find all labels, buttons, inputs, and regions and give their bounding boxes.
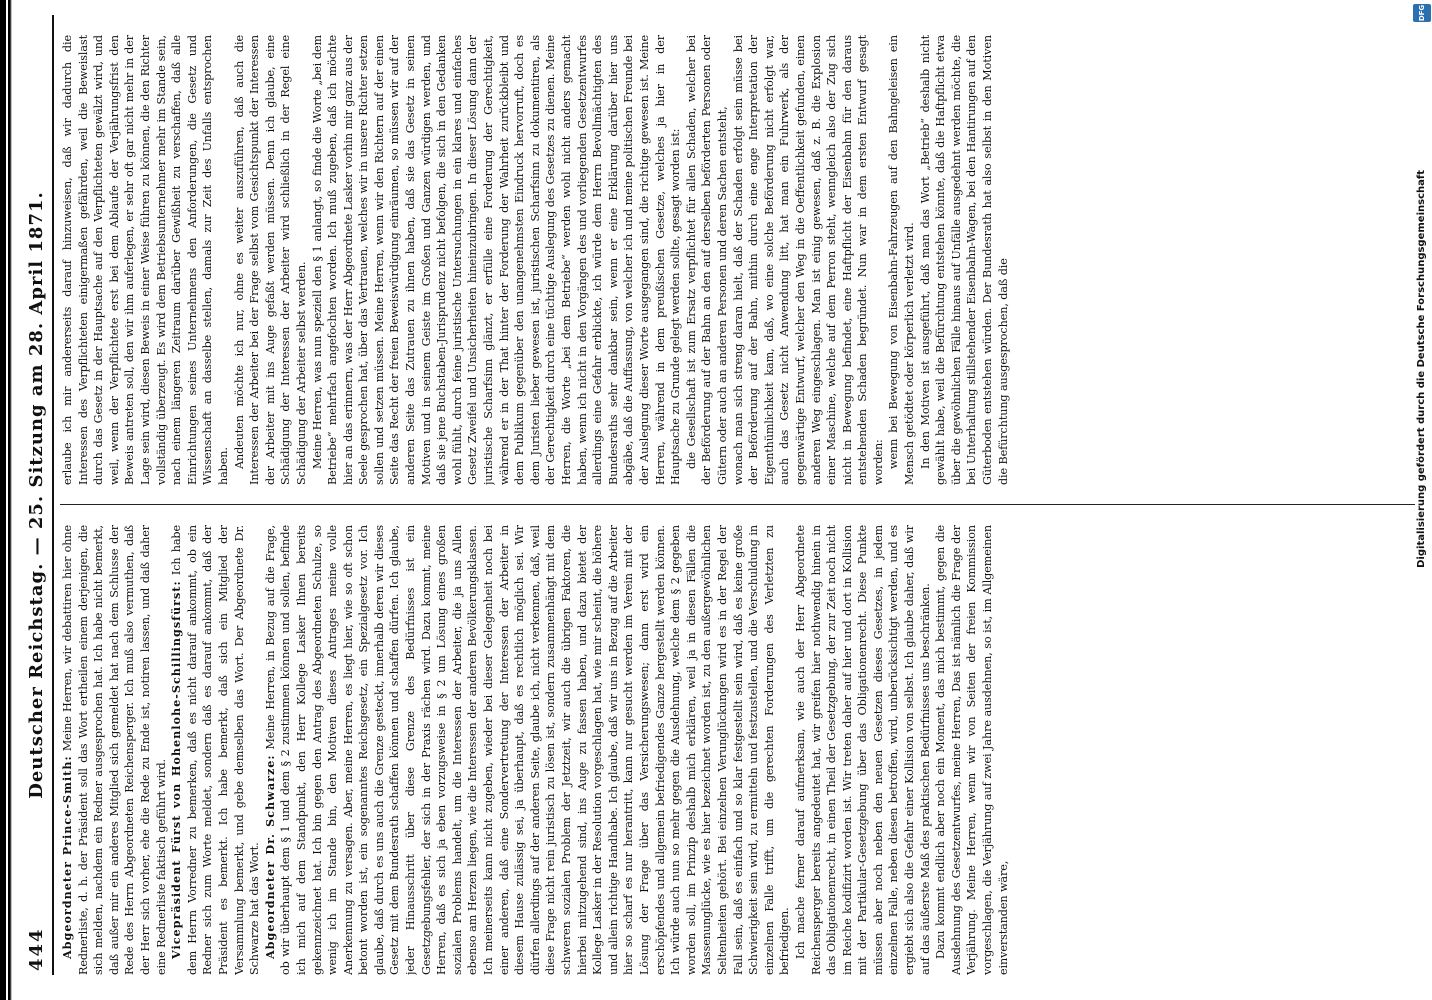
digitization-credit bbox=[1408, 0, 1432, 1000]
paragraph: Dazu kommt endlich aber noch ein Moment, das mich bestimmt, gegen die Ausdehnung des Gesetzentwurfes, meine Herren, Das ist nämlich die Frage der Verjährung. Meine Herren, wenn wir von Seiten der freien Kommission vorgeschlagen, die Verjährung auf zwei Jahre ausdehnen, so ist, im Allgemeinen einverstanden wäre, bbox=[934, 525, 1010, 975]
credit-text: Digitalisierung gefördert durch die Deutsche Forschungsgemeinschaft bbox=[1416, 170, 1427, 568]
paragraph-text: Meine Herren, wir debattiren hier ohne Rednerliste, d. h. der Präsident soll das Wort ertheilen einem derjenigen, die sich melden, nachdem ein Redner ausgesprochen hat. Ich habe nicht bemerkt, daß außer mir ein anderes Mitglied sich gemeldet hat nach dem Schlusse der Rede des Herrn Abgeordneten Reichensperger. Ich muß also vermuthen, daß der Herr sich vorher, ehe die Rede zu Ende ist, notiren lassen, und daß daher eine Rednerliste faktisch geführt wird. bbox=[61, 525, 168, 975]
paragraph-text: Ich habe dem Herrn Vorredner zu bemerken, daß es nicht darauf ankommt, ob ein Redner sich zum Worte meldet, sondern daß es darauf ankommt, daß der Präsident es bemerkt. Ich habe bemerkt, daß sich ein Mitglied der Versammlung bemerkt, und gebe demselben das Wort. Der Abgeordnete Dr. Schwarze hat das Wort. bbox=[170, 525, 262, 975]
paragraph: In den Motiven ist ausgeführt, daß man das Wort „Betrieb“ deshalb nicht gewählt habe, weil die Befürchtung entstehen könnte, daß die Haftpflicht etwa über die gewöhnlichen Fälle hinaus auf Unfälle ausgedehnt werden möchte, die bei Unterhaltung stillstehender Eisenbahn-Wagen, bei den Hantirungen auf den Güterboden entstehen würden. Der Bundesrath hat also selbst in den Motiven die Befürchtung ausgesprochen, daß die bbox=[918, 35, 1010, 485]
paragraph: wonach man sich streng daran hielt, daß der Schaden erfolgt sein müsse bei der Beförderung auf der Bahn, mithin durch eine enge Interpretation der Eigenthümlichkeit kam, daß, wo eine solche Beförderung nicht erfolgt war, auch das Gesetz nicht Anwendung litt, hat man ein Fuhrwerk, als der gegenwärtige Entwurf, welcher den Weg in die Oeffentlichkeit gefunden, einen anderen Weg eingeschlagen. Man ist einig gewesen, daß z. B. die Explosion einer Maschine, welche auf dem Perron steht, wenngleich also der Zug sich nicht in Bewegung befindet, eine Haftpflicht der Eisenbahn für den daraus entstehenden Schaden begründet. Nun war in dem ersten Entwurf gesagt worden: bbox=[731, 35, 885, 485]
dfg-logo-icon: DFG bbox=[1413, 4, 1431, 22]
rotated-page bbox=[20, 15, 1415, 975]
speaker-name: Abgeordneter Prince-Smith: bbox=[60, 755, 74, 959]
header-rule bbox=[52, 15, 54, 975]
paragraph bbox=[169, 525, 263, 975]
block-quote: wenn bei Bewegung von Eisenbahn-Fahrzeugen auf den Bahngeleisen ein Mensch getödtet oder körperlich verletzt wird. bbox=[887, 35, 917, 485]
column-divider bbox=[60, 504, 1415, 505]
page-number: 444 bbox=[26, 927, 47, 971]
speaker-name: Abgeordneter Dr. Schwarze: bbox=[262, 754, 277, 959]
paragraph: Ich mache ferner darauf aufmerksam, wie auch der Herr Abgeordnete Reichensperger bereits angedeutet hat, wir greifen hier nothwendig hinein in das Obligationenrecht, in einen Theil der Gesetzgebung, der zur Zeit noch nicht im Reiche kodifizirt worden ist. Wir treten daher auf hier und dort in Kollision mit der Partikular-Gesetzgebung über das Obligationenrecht. Diese Punkte müssen aber noch neben den neuen Gesetzen dieses Gesetzes, in jedem einzelnen Falle, neben diesen betroffen, wird, unberücksichtigt werden, und es ergiebt sich also die Gefahr einer Kollision von selbst. Ich glaube daher, daß wir auf das äußerste Maß des praktischen Bedürfnisses uns beschränken. bbox=[793, 525, 932, 975]
binding-edge bbox=[0, 0, 16, 1000]
running-title: Deutscher Reichstag. — 25. Sitzung am 28. April 1871. bbox=[26, 191, 47, 799]
right-column bbox=[60, 35, 1415, 485]
speaker-name: Vicepräsident Fürst von Hohenlohe-Schillingsfürst: bbox=[169, 580, 184, 959]
left-column bbox=[60, 525, 1415, 975]
paragraph: Andeuten möchte ich nur, ohne es weiter auszuführen, daß auch die Interessen der Arbeiter bei der Frage selbst vom Gesichtspunkt der Interessen der Arbeiter mit ins Auge gefaßt werden müssen. Denn ich glaube, eine Schädigung der Interessen der Arbeiter wird schließlich in der Regel eine Schädigung der Arbeiter selbst werden. bbox=[232, 35, 308, 485]
paragraph: erlaube ich mir andererseits darauf hinzuweisen, daß wir dadurch die Interessen des Verpflichteten einigermaßen gefährden, weil die Beweislast durch das Gesetz in der Hauptsache auf den Verpflichteten gewälzt wird, und weil, wenn der Verpflichtete erst bei dem Ablaufe der Verjährungsfrist den Beweis antreten soll, den wir ihm auferlegen, er sehr oft gar nicht mehr in der Lage sein wird, diesen Beweis in einer Weise führen zu können, die den Richter vollständig überzeugt. Es wird dem Betriebsunternehmer mehr im Stande sein, nach einem längeren Zeitraum darüber Gewißheit zu verschaffen, daß alle Einrichtungen seines Unternehmens den Anforderungen, die Gesetz und Wissenschaft an dasselbe stellen, damals zur Zeit des Unfalls entsprochen haben. bbox=[61, 35, 230, 485]
paragraph-text: Meine Herren, in Bezug auf die Frage, ob wir überhaupt dem § 1 und dem § 2 zustimmen können und sollen, befinde ich mich auf dem Standpunkt, den Herr Kollege Lasker Ihnen bereits gekennzeichnet hat. Ich bin gegen den Antrag des Abgeordneten Schulze, so wenig ich im Stande bin, den Motiven dieses Antrages meine volle Anerkennung zu versagen. Aber, meine Herren, es liegt hier, wie so oft schon betont worden ist, ein sogenanntes Reichsgesetz, ein Spezialgesetz vor. Ich glaube, daß durch es uns auch die Grenze gesteckt, innerhalb deren wir dieses Gesetz mit dem Bundesrath schaffen können und schaffen dürfen. Ich glaube, jeder Hinausschritt über diese Grenze des Bedürfnisses ist ein Gesetzgebungsfehler, der sich in der Praxis rächen wird. Dazu kommt, meine Herren, daß es sich ja eben vorzugsweise in § 2 um Lösung eines großen sozialen Problems handelt, um die Interessen der Arbeiter, die ja uns Allen ebenso am Herzen liegen, wie die Interessen der anderen Bevölkerungsklassen. Ich meinerseits kann nicht zugeben, wieder bei dieser Gelegenheit noch bei einer anderen, daß eine Sondervertretung der Interessen der Arbeiter in diesem Hause zulässig sei, ja überhaupt, daß es rechtlich möglich sei. Wir dürfen allerdings auf der anderen Seite, glaube ich, nicht verkennen, daß, weil diese Frage nicht rein juristisch zu lösen ist, sondern zusammenhängt mit dem schweren sozialen Problem der Jetztzeit, wir auch die übrigen Faktoren, die hierbei mitzugehend sind, ins Auge zu fassen haben, und dazu bietet der Kollege Lasker in der Resolution vorgeschlagen hat, wie mir scheint, die höhere und allein richtige Handhabe. Ich glaube, daß wir uns in Bezug auf die Arbeiter hier so scharf es nur herantritt, kann nur gesucht werden im Verein mit der Lösung der Frage über das Versicherungswesen; dann erst wird ein erschöpfendes und allgemein befriedigendes Ganze hergestellt werden können. Ich würde auch nun so mehr gegen die Ausdehnung, welche dem § 2 gegeben worden soll, im Prinzip deshalb mich erklären, weil ja in diesen Fällen die Massenunglücke, wie es hier bezeichnet worden ist, zu den außergewöhnlichen Seltenheiten gehört. Bei einzelnen Verunglückungen wird es in der Regel der Fall sein, daß es einfach und so klar festgestellt sein wird, daß es keine große Schwierigkeit sein wird, zu ermitteln und festzustellen, und die Verschuldung in einzelnen Falle trifft, um die gerechten Forderungen des Verletzten zu befriedigen. bbox=[263, 525, 792, 975]
paragraph bbox=[263, 525, 793, 975]
paragraph: Meine Herren, was nun speziell den § 1 anlangt, so finde die Worte „bei dem Betriebe“ mehrfach angefochten worden. Ich muß zugeben, daß ich möchte hier an das erinnern, was der Herr Abgeordnete Lasker vorhin mir ganz aus der Seele gesprochen hat, über das Vertrauen, welches wir in unsere Richter setzen sollen und setzen müssen. Meine Herren, wenn wir den Richtern auf der einen Seite das Recht der freien Beweiswürdigung einräumen, so müssen wir auf der anderen Seite das Zutrauen zu ihnen haben, daß sie das Gesetz in seinen Motiven und in seinem Geiste im Großen und Ganzen würdigen werden, und daß sie jene Buchstaben-Jurisprudenz nicht befolgen, die sich in den Gedanken wohl fühlt, durch feine juristische Untersuchungen in ein klares und einfaches Gesetz Zweifel und Unsicherheiten hineinzubringen. In dieser Lösung dann der juristische Scharfsinn glänzt, er erfülle eine Forderung der Gerechtigkeit, während er in der That hinter der Forderung der Wahrheit zurückbleibt und dem Publikum gegenüber den unangenehmsten Eindruck hervorruft, doch es dem Juristen lieber gewesen ist, juristischen Scharfsinn zu dokumentiren, als der Gerechtigkeit durch eine tüchtige Auslegung des Gesetzes zu dienen. Meine Herren, die Worte „bei dem Betriebe“ werden wohl nicht anders gemacht haben, wenn ich nicht in den Vorgängen des und vorliegenden Gesetzentwurfes allerdings eine Gefahr erblickte, ich würde dem Herrn Bevollmächtigten des Bundesraths sehr dankbar sein, wenn er eine Erklärung darüber hier uns abgäbe, daß die Auffassung, von welcher ich und meine politischen Freunde bei der Auslegung dieser Worte ausgegangen sind, die richtige gewesen ist. Meine Herren, während in dem preußischen Gesetze, welches ja hier in der Hauptsache zu Grunde gelegt werden sollte, gesagt worden ist: bbox=[310, 35, 683, 485]
paragraph bbox=[60, 525, 169, 975]
running-header bbox=[26, 15, 56, 975]
block-quote: die Gesellschaft ist zum Ersatz verpflichtet für allen Schaden, welcher bei der Beförderung auf der Bahn an den auf derselben beförderten Personen oder Gütern oder auch an anderen Personen und deren Sachen entsteht, bbox=[684, 35, 729, 485]
